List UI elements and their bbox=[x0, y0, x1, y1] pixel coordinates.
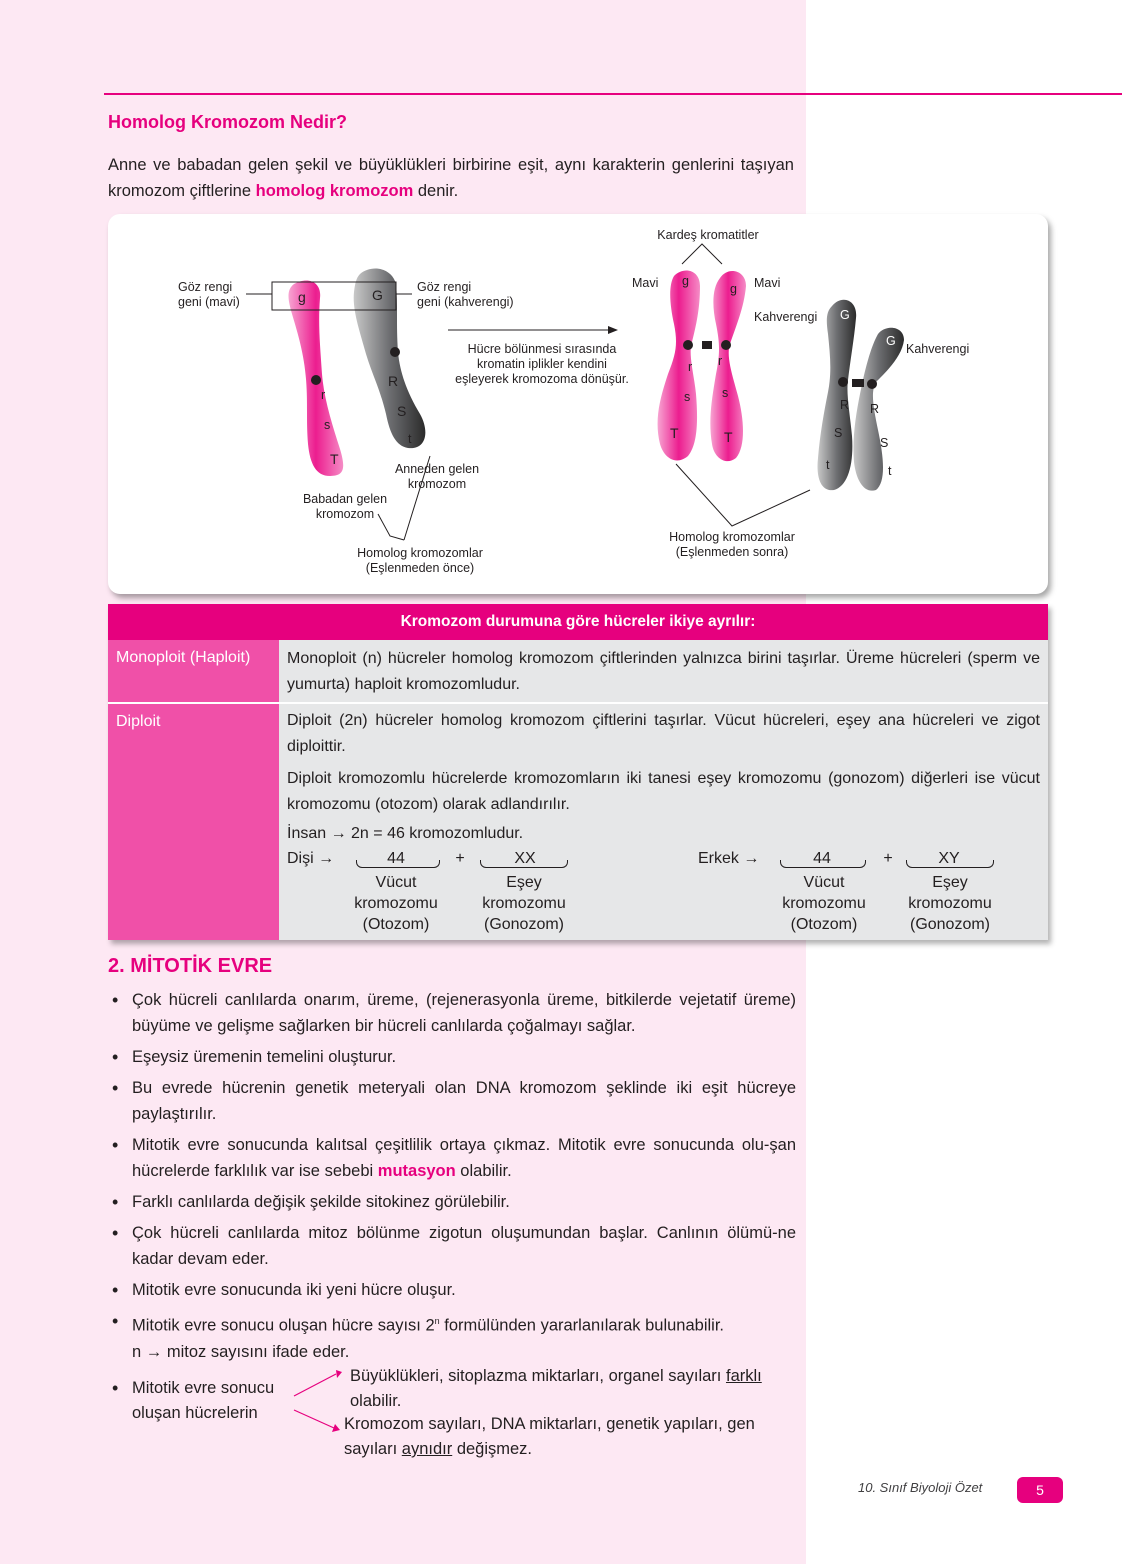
mother-chromosome-label bbox=[382, 462, 492, 492]
gene-G-grey-left: G bbox=[840, 308, 850, 322]
comparison-different bbox=[350, 1364, 806, 1414]
f-auto-l3: (Otozom) bbox=[362, 916, 430, 933]
row-label-monoploit: Monoploit (Haploit) bbox=[108, 640, 279, 702]
female-autosome-count: 44 bbox=[387, 850, 405, 867]
female-sex-chromosomes: XX bbox=[514, 850, 536, 867]
gene-R-grey-right: R bbox=[870, 402, 880, 416]
female-label: Dişi → bbox=[287, 850, 335, 867]
mutation-highlight: mutasyon bbox=[377, 1162, 456, 1180]
left-gene-label-line1: Göz rengi bbox=[178, 280, 233, 294]
gene-t-mother: t bbox=[408, 432, 412, 446]
female-sex-brace bbox=[480, 860, 568, 868]
gene-G-grey-right: G bbox=[886, 334, 896, 348]
comparison-left-line2: oluşan hücrelerin bbox=[132, 1404, 258, 1422]
male-sex-caption bbox=[894, 872, 1006, 935]
diploit-text-1: Diploit (2n) hücreler homolog kromozom çiftlerini taşırlar. Vücut hücreleri, eşey ana hücreleri ve zigot diploittir. bbox=[287, 712, 1040, 755]
male-autosome-brace bbox=[780, 860, 866, 868]
gene-R-mother: R bbox=[388, 373, 399, 389]
comparison-same bbox=[344, 1412, 802, 1462]
m-sex-l1: Eşey bbox=[932, 874, 968, 891]
male-sex-chromosomes: XY bbox=[938, 850, 960, 867]
comparison-left-line1: Mitotik evre sonucu bbox=[132, 1379, 275, 1397]
top-rule bbox=[104, 93, 1122, 95]
same-line1: Kromozom sayıları, DNA miktarları, genetik yapıları, gen bbox=[344, 1415, 755, 1433]
same-text-2: değişmez. bbox=[452, 1440, 533, 1458]
male-autosome-caption bbox=[772, 872, 876, 935]
bullet-item: • Çok hücreli canlılarda onarım, üreme, (rejenerasyonla üreme, bitkilerde vejetatif üreme) büyüme ve gelişme sağlarken bir hücreli canlılarda çoğalmayı sağlar. bbox=[112, 987, 796, 1039]
f-sex-l3: (Gonozom) bbox=[483, 916, 565, 933]
homolog-chromosome-diagram bbox=[108, 214, 1048, 594]
mavi-right-label: Mavi bbox=[754, 276, 781, 290]
f-auto-l1: Vücut bbox=[375, 874, 417, 891]
same-underlined: aynıdır bbox=[401, 1440, 453, 1458]
comparison-left bbox=[132, 1376, 302, 1426]
sister-chromatids-label: Kardeş kromatitler bbox=[657, 228, 759, 242]
bullet-item-formula bbox=[112, 1308, 796, 1365]
gene-g-chromatid-right: g bbox=[730, 282, 737, 296]
bullet-dot: • bbox=[112, 1378, 119, 1398]
chromosome-illustration bbox=[108, 214, 1048, 594]
homolog-after-line1: Homolog kromozomlar bbox=[669, 530, 795, 544]
gene-r-chromatid-left: r bbox=[688, 360, 693, 374]
intro-highlight: homolog kromozom bbox=[255, 182, 414, 200]
bullet-item: • Çok hücreli canlılarda mitoz bölünme zigotun oluşumundan başlar. Canlının ölümü-ne kadar devam eder. bbox=[112, 1220, 796, 1272]
row-label-diploit: Diploit bbox=[108, 704, 279, 940]
father-label-line1: Babadan gelen bbox=[302, 492, 388, 506]
gene-g-father: g bbox=[298, 289, 306, 305]
same-text-1: sayıları bbox=[344, 1440, 402, 1458]
different-line2: olabilir. bbox=[350, 1392, 402, 1410]
gene-S-grey-left: S bbox=[834, 426, 843, 440]
gene-G-mother: G bbox=[372, 287, 383, 303]
gene-s-father: s bbox=[324, 418, 331, 432]
homolog-before-line2: (Eşlenmeden önce) bbox=[365, 561, 475, 575]
homolog-before-line1: Homolog kromozomlar bbox=[357, 546, 483, 560]
different-text: Büyüklükleri, sitoplazma miktarları, organel sayıları bbox=[350, 1367, 726, 1385]
right-gene-label-line1: Göz rengi bbox=[417, 280, 472, 294]
intro-paragraph bbox=[108, 152, 794, 204]
replication-note: Hücre bölünmesi sırasında kromatin iplikler kendini eşleyerek kromozoma dönüşür. bbox=[455, 342, 629, 386]
b8-line-2: n → mitoz sayısını ifade eder. bbox=[132, 1342, 350, 1361]
bullet-item-mutation bbox=[112, 1132, 796, 1184]
row-text-monoploit: Monoploit (n) hücreler homolog kromozom çiftlerinden yalnızca birini taşırlar. Üreme hücreleri (sperm ve yumurta) haploit kromozomludur. bbox=[279, 640, 1048, 702]
gene-s-chromatid-left: s bbox=[684, 390, 691, 404]
gene-t-grey-left: t bbox=[826, 458, 830, 472]
gene-R-grey-left: R bbox=[840, 398, 850, 412]
gene-r-father: r bbox=[321, 388, 326, 402]
bullet-item: • Eşeysiz üremenin temelini oluşturur. bbox=[112, 1044, 796, 1070]
mitotic-section-title: 2. MİTOTİK EVRE bbox=[108, 955, 273, 977]
cell-type-table bbox=[108, 604, 1048, 940]
male-sex-brace bbox=[906, 860, 994, 868]
female-plus: + bbox=[455, 850, 465, 867]
m-sex-l3: (Gonozom) bbox=[909, 916, 991, 933]
m-auto-l2: kromozomu bbox=[782, 895, 866, 912]
right-gene-label-line2: geni (kahverengi) bbox=[417, 295, 514, 309]
book-title-footer: 10. Sınıf Biyoloji Özet bbox=[858, 1480, 983, 1495]
mavi-left-label: Mavi bbox=[632, 276, 659, 290]
diploit-text-2: Diploit kromozomlu hücrelerde kromozomların iki tanesi eşey kromozomu (gonozom) diğerleri ise vücut kromozomu (otozom) olarak adlandırılır. bbox=[287, 770, 1040, 813]
gene-r-chromatid-right: r bbox=[718, 354, 723, 368]
human-chromosome-count: İnsan → 2n = 46 kromozomludur. bbox=[287, 825, 524, 842]
intro-text-2: denir. bbox=[413, 182, 459, 200]
comparison-arrows bbox=[290, 1368, 350, 1438]
mitotic-bullet-list bbox=[112, 987, 796, 1370]
f-sex-l2: kromozomu bbox=[482, 895, 566, 912]
left-gene-label bbox=[178, 280, 240, 310]
gene-g-chromatid-left: g bbox=[682, 274, 689, 288]
male-autosome-count: 44 bbox=[813, 850, 831, 867]
b8-text-1: Mitotik evre sonucu oluşan hücre sayısı 2 bbox=[132, 1316, 435, 1335]
gene-T-chromatid-left: T bbox=[670, 425, 679, 441]
different-underlined: farklı bbox=[725, 1367, 762, 1385]
b8-text-2: formülünden yararlanılarak bulunabilir. bbox=[439, 1316, 724, 1335]
gene-T-chromatid-right: T bbox=[724, 429, 733, 445]
same-line2 bbox=[344, 1437, 802, 1462]
m-auto-l1: Vücut bbox=[803, 874, 845, 891]
male-plus: + bbox=[883, 850, 893, 867]
gene-s-chromatid-right: s bbox=[722, 386, 729, 400]
female-autosome-caption bbox=[344, 872, 448, 935]
gene-S-mother: S bbox=[397, 403, 407, 419]
homolog-after-label bbox=[652, 530, 812, 560]
female-sex-caption bbox=[468, 872, 580, 935]
father-chromosome-label bbox=[290, 492, 400, 522]
left-gene-label-line2: geni (mavi) bbox=[178, 295, 240, 309]
mother-label-line1: Anneden gelen bbox=[394, 462, 480, 476]
section-title: Homolog Kromozom Nedir? bbox=[108, 112, 347, 132]
mother-label-line2: kromozom bbox=[407, 477, 467, 491]
b4-text-2: olabilir. bbox=[455, 1162, 512, 1180]
m-auto-l3: (Otozom) bbox=[790, 916, 858, 933]
f-sex-l1: Eşey bbox=[506, 874, 542, 891]
father-label-line2: kromozom bbox=[315, 507, 375, 521]
homolog-after-line2: (Eşlenmeden sonra) bbox=[675, 545, 789, 559]
gene-T-father: T bbox=[330, 451, 339, 467]
kahverengi-label-2: Kahverengi bbox=[906, 342, 970, 356]
bullet-item: • Bu evrede hücrenin genetik meteryali olan DNA kromozom şeklinde iki eşit hücreye paylaştırılır. bbox=[112, 1075, 796, 1127]
page-number: 5 bbox=[1017, 1477, 1063, 1503]
grey-chromatid-left bbox=[818, 300, 857, 490]
gene-t-grey-right: t bbox=[888, 464, 892, 478]
b4-text-1: Mitotik evre sonucunda kalıtsal çeşitlilik ortaya çıkmaz. Mitotik evre sonucunda olu-şan hücrelerde farklılık var ise sebebi bbox=[132, 1136, 796, 1180]
mother-chromosome bbox=[354, 269, 426, 449]
m-sex-l2: kromozomu bbox=[908, 895, 992, 912]
gene-S-grey-right: S bbox=[880, 436, 889, 450]
homolog-before-label bbox=[340, 546, 500, 576]
female-autosome-brace bbox=[356, 860, 440, 868]
table-header: Kromozom durumuna göre hücreler ikiye ayrılır: bbox=[108, 604, 1048, 640]
right-gene-label bbox=[417, 280, 514, 310]
f-auto-l2: kromozomu bbox=[354, 895, 438, 912]
kahverengi-label-1: Kahverengi bbox=[754, 310, 818, 324]
intro-text-1: Anne ve babadan gelen şekil ve büyüklükleri birbirine eşit, aynı karakterin genlerini taşıyan kromozom çiftlerine bbox=[108, 156, 794, 200]
male-label: Erkek → bbox=[698, 850, 760, 867]
bullet-item: • Farklı canlılarda değişik şekilde sitokinez görülebilir. bbox=[112, 1189, 796, 1215]
bullet-item: • Mitotik evre sonucunda iki yeni hücre oluşur. bbox=[112, 1277, 796, 1303]
b8-superscript: n bbox=[434, 1316, 440, 1326]
